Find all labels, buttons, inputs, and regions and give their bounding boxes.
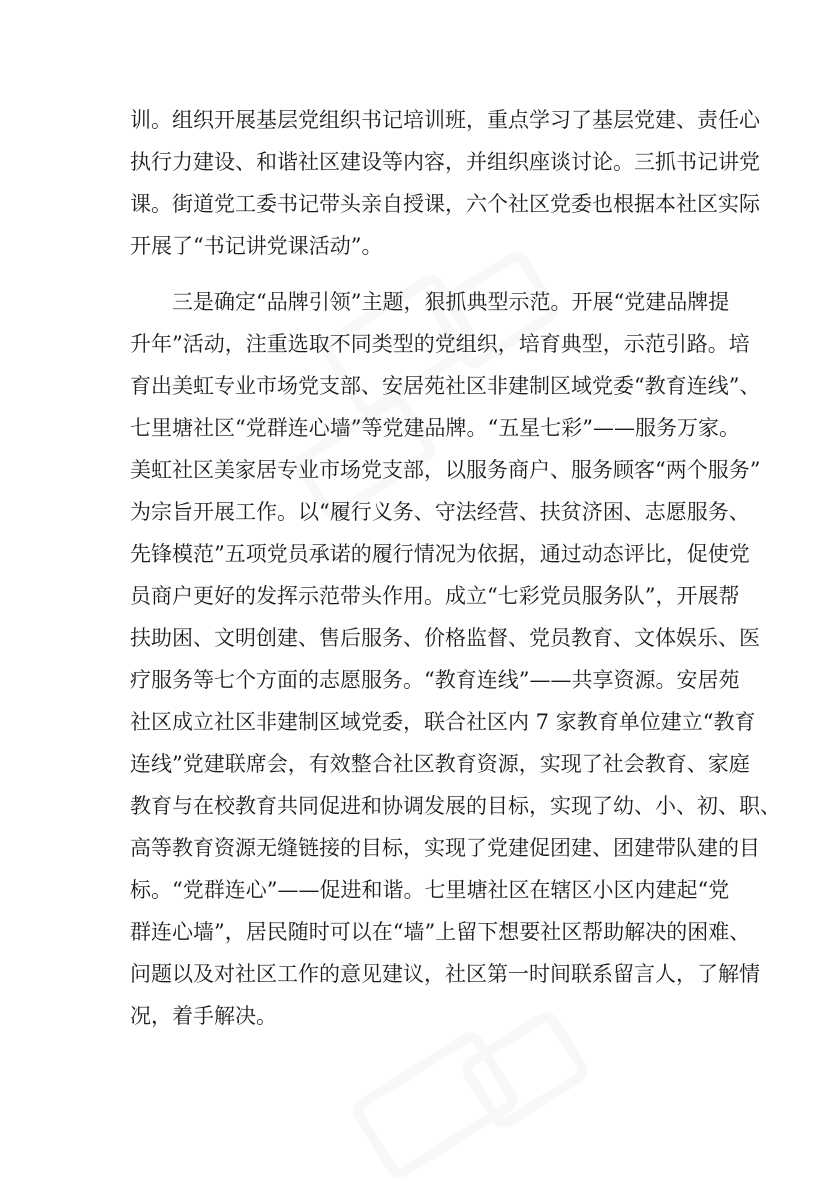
- text-line-5: 三是确定“品牌引领”主题，狠抓典型示范。开展“党建品牌提: [172, 290, 730, 314]
- text-line-2: 执行力建设、和谐社区建设等内容，并组织座谈讨论。三抓书记讲党: [130, 150, 760, 174]
- text-line-17: 教育与在校教育共同促进和协调发展的目标，实现了幼、小、初、职、: [130, 794, 781, 818]
- text-line-15: 社区成立社区非建制区域党委，联合社区内 7 家教育单位建立“教育: [130, 710, 756, 734]
- text-line-3: 课。街道党工委书记带头亲自授课，六个社区党委也根据本社区实际: [130, 192, 760, 216]
- text-line-11: 先锋模范”五项党员承诺的履行情况为依据，通过动态评比，促使党: [130, 542, 750, 566]
- text-line-10: 为宗旨开展工作。以“履行义务、守法经营、扶贫济困、志愿服务、: [130, 500, 750, 524]
- text-line-8: 七里塘社区“党群连心墙”等党建品牌。“五星七彩”——服务万家。: [130, 416, 740, 440]
- text-line-19: 标。“党群连心”——促进和谐。七里塘社区在辖区小区内建起“党: [130, 878, 730, 902]
- text-line-22: 况，着手解决。: [130, 1004, 277, 1028]
- text-line-18: 高等教育资源无缝链接的目标，实现了党建促团建、团建带队建的目: [130, 836, 760, 860]
- text-line-16: 连线”党建联席会，有效整合社区教育资源，实现了社会教育、家庭: [130, 752, 750, 776]
- text-line-14: 疗服务等七个方面的志愿服务。“教育连线”——共享资源。安居苑: [130, 668, 740, 692]
- text-line-13: 扶助困、文明创建、售后服务、价格监督、党员教育、文体娱乐、医: [130, 626, 760, 650]
- text-line-6: 升年”活动，注重选取不同类型的党组织，培育典型，示范引路。培: [130, 332, 750, 356]
- text-line-9: 美虹社区美家居专业市场党支部，以服务商户、服务顾客“两个服务”: [130, 458, 761, 482]
- text-line-12: 员商户更好的发挥示范带头作用。成立“七彩党员服务队”，开展帮: [130, 584, 740, 608]
- text-line-1: 训。组织开展基层党组织书记培训班，重点学习了基层党建、责任心: [130, 108, 760, 132]
- text-line-7: 育出美虹专业市场党支部、安居苑社区非建制区域党委“教育连线”、: [130, 374, 761, 398]
- text-line-4: 开展了“书记讲党课活动”。: [130, 234, 383, 258]
- text-line-20: 群连心墙”，居民随时可以在“墙”上留下想要社区帮助解决的困难、: [130, 920, 751, 944]
- text-line-21: 问题以及对社区工作的意见建议，社区第一时间联系留言人，了解情: [130, 962, 760, 986]
